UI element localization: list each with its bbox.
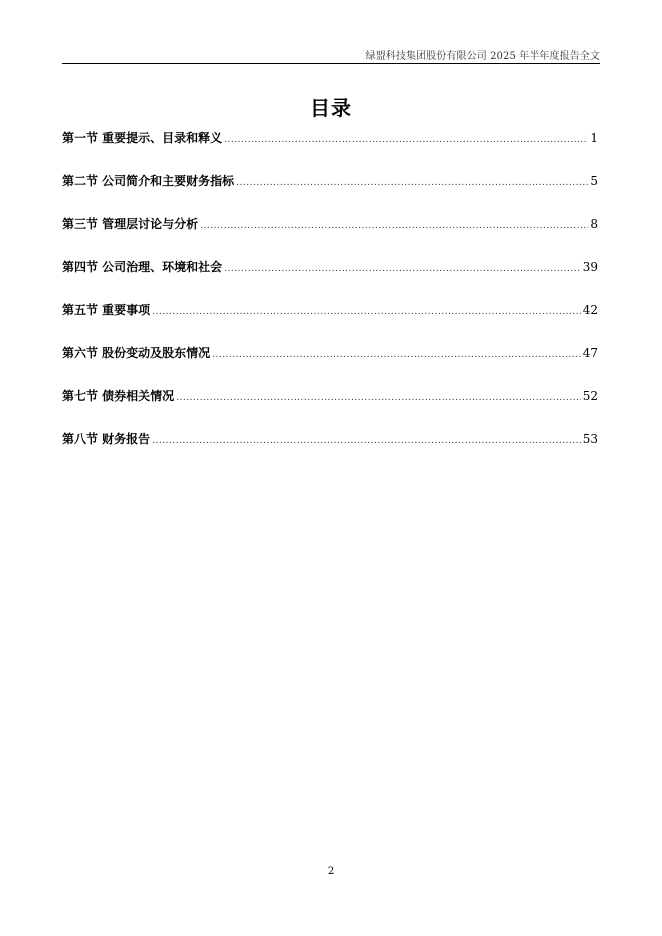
toc-entry-label: 第七节 债券相关情况 (62, 389, 175, 403)
toc-title: 目录 (310, 96, 352, 120)
toc-leader-dots (224, 135, 588, 145)
toc-entry-6[interactable] (62, 344, 598, 362)
toc-entry-5[interactable] (62, 301, 598, 319)
toc-entry-label: 第八节 财务报告 (62, 432, 151, 446)
toc-entry-page: 5 (590, 174, 598, 188)
toc-entry-7[interactable] (62, 387, 598, 405)
toc-entry-2[interactable] (62, 172, 598, 190)
toc-entry-page: 8 (590, 217, 598, 231)
toc-entry-page: 53 (582, 432, 598, 446)
toc-entry-label: 第六节 股份变动及股东情况 (62, 346, 211, 360)
toc-leader-dots (212, 350, 581, 360)
toc-entry-page: 47 (582, 346, 598, 360)
toc-leader-dots (224, 264, 581, 274)
header-divider (62, 63, 600, 64)
toc-entry-page: 39 (582, 260, 598, 274)
toc-entry-page: 1 (590, 131, 598, 145)
page-number: 2 (327, 866, 335, 877)
toc-entry-page: 52 (582, 389, 598, 403)
toc-list (62, 129, 598, 473)
toc-entry-8[interactable] (62, 430, 598, 448)
toc-entry-1[interactable] (62, 129, 598, 147)
toc-entry-label: 第四节 公司治理、环境和社会 (62, 260, 223, 274)
toc-leader-dots (176, 393, 581, 403)
toc-entry-page: 42 (582, 303, 598, 317)
toc-entry-3[interactable] (62, 215, 598, 233)
toc-leader-dots (236, 178, 588, 188)
toc-leader-dots (200, 221, 588, 231)
toc-entry-4[interactable] (62, 258, 598, 276)
toc-leader-dots (152, 307, 581, 317)
toc-entry-label: 第五节 重要事项 (62, 303, 151, 317)
toc-leader-dots (152, 436, 581, 446)
toc-entry-label: 第三节 管理层讨论与分析 (62, 217, 199, 231)
running-header: 绿盟科技集团股份有限公司 2025 年半年度报告全文 (365, 51, 600, 62)
toc-entry-label: 第一节 重要提示、目录和释义 (62, 131, 223, 145)
toc-entry-label: 第二节 公司简介和主要财务指标 (62, 174, 235, 188)
